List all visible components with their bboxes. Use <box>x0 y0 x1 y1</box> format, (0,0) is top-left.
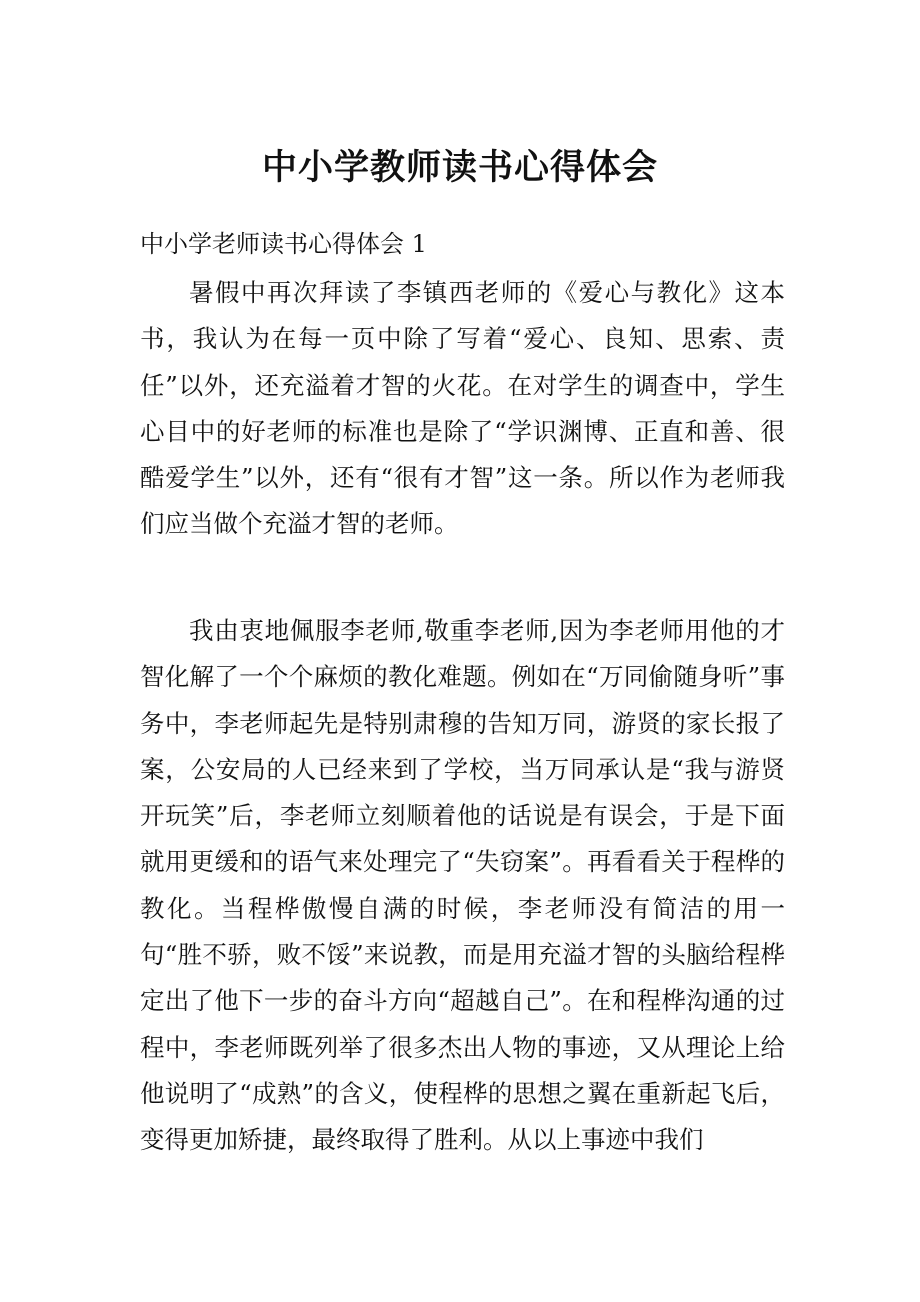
paragraph-2: 我由衷地佩服李老师,敬重李老师,因为李老师用他的才智化解了一个个麻烦的教化难题。例如在“万同偷随身听”事务中，李老师起先是特别肃穆的告知万同，游贤的家长报了案，公安局的人已经来到了学校，当万同承认是“我与游贤开玩笑”后，李老师立刻顺着他的话说是有误会，于是下面就用更缓和的语气来处理完了“失窃案”。再看看关于程桦的教化。当程桦傲慢自满的时候，李老师没有简洁的用一句“胜不骄，败不馁”来说教，而是用充溢才智的头脑给程桦定出了他下一步的奋斗方向“超越自己”。在和程桦沟通的过程中，李老师既列举了很多杰出人物的事迹，又从理论上给他说明了“成熟”的含义，使程桦的思想之翼在重新起飞后，变得更加矫捷，最终取得了胜利。从以上事迹中我们 <box>140 616 785 1155</box>
document-title: 中小学教师读书心得体会 <box>261 147 658 188</box>
section-heading: 中小学老师读书心得体会 1 <box>140 230 427 258</box>
paragraph-1: 暑假中再次拜读了李镇西老师的《爱心与教化》这本书，我认为在每一页中除了写着“爱心、良知、思索、责任”以外，还充溢着才智的火花。在对学生的调查中，学生心目中的好老师的标准也是除了“学识渊博、正直和善、很酷爱学生”以外，还有“很有才智”这一条。所以作为老师我们应当做个充溢才智的老师。 <box>140 278 785 539</box>
